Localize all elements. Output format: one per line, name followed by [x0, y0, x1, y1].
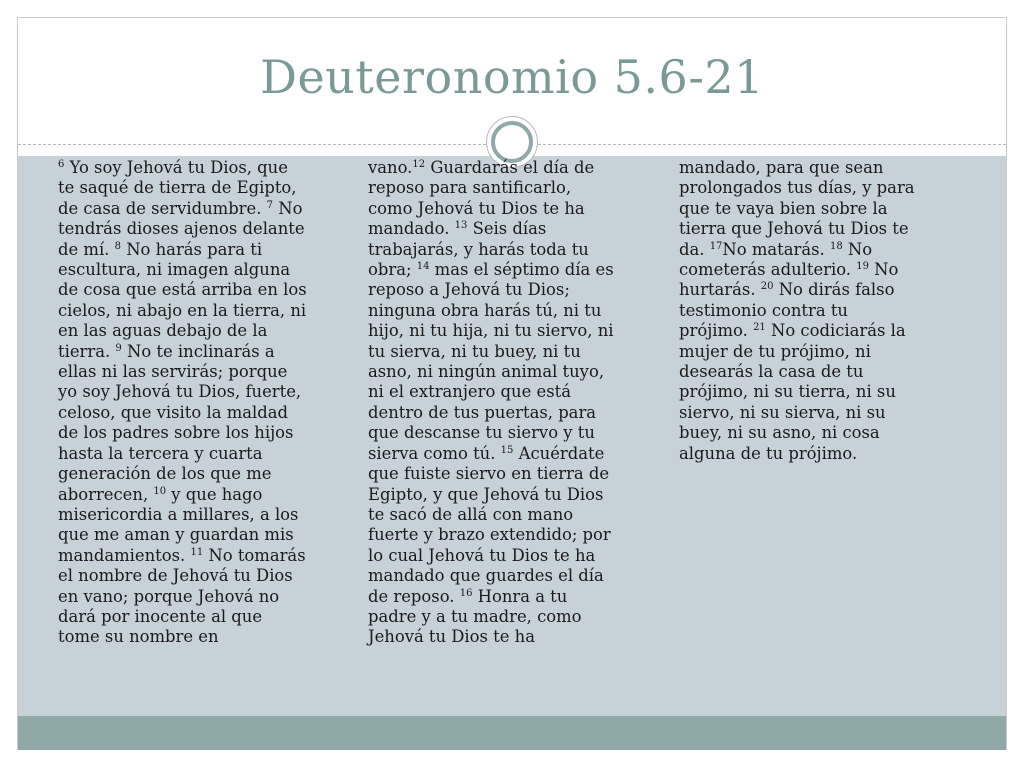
verse-text: te sacó de allá con mano	[368, 504, 574, 524]
verse-text: lo cual Jehová tu Dios te ha	[368, 545, 596, 565]
verse-number: 20	[760, 281, 774, 293]
verse-text: buey, ni su asno, ni cosa	[679, 423, 880, 443]
verse-line	[58, 566, 344, 586]
verse-line	[368, 321, 654, 341]
verse-text: te saqué de tierra de Egipto,	[58, 178, 297, 198]
verse-text: obra;	[368, 260, 417, 280]
verse-text: No tomarás	[203, 545, 306, 565]
verse-text: No te inclinarás a	[121, 341, 275, 361]
text-column-2	[368, 158, 654, 648]
verse-text: de casa de servidumbre.	[58, 198, 267, 218]
verse-line	[58, 423, 344, 443]
verse-line	[58, 444, 344, 464]
verse-line	[58, 587, 344, 607]
verse-text: como Jehová tu Dios te ha	[368, 198, 585, 218]
verse-number: 12	[412, 159, 426, 170]
verse-text: tierra.	[58, 341, 116, 361]
verse-text: No	[842, 239, 873, 259]
verse-line	[58, 260, 344, 280]
verse-line	[58, 342, 344, 362]
verse-text: reposo para santificarlo,	[368, 178, 572, 198]
verse-text: Honra a tu	[472, 586, 568, 606]
verse-text: de cosa que está arriba en los	[58, 280, 307, 300]
verse-text: tendrás dioses ajenos delante	[58, 219, 305, 239]
verse-line	[58, 607, 344, 627]
verse-line	[58, 525, 344, 545]
verse-number: 13	[454, 220, 468, 232]
verse-text: mandamientos.	[58, 545, 191, 565]
verse-text: aborrecen,	[58, 484, 154, 504]
verse-text: reposo a Jehová tu Dios;	[368, 280, 570, 300]
verse-line	[679, 321, 965, 341]
verse-text: cometerás adulterio.	[679, 260, 857, 280]
verse-number: 19	[856, 261, 869, 273]
verse-text: vano.	[368, 158, 413, 177]
verse-number: 10	[153, 485, 167, 497]
verse-line	[58, 403, 344, 423]
verse-line	[368, 627, 654, 647]
verse-number: 14	[416, 261, 430, 273]
verse-line	[58, 382, 344, 402]
verse-text: padre y a tu madre, como	[368, 606, 582, 626]
verse-text: No matarás.	[722, 239, 830, 259]
verse-line	[368, 199, 654, 219]
verse-line	[58, 301, 344, 321]
verse-text: tome su nombre en	[58, 627, 219, 647]
verse-text: mas el séptimo día es	[429, 260, 614, 280]
verse-line	[368, 464, 654, 484]
verse-text: ni el extranjero que está	[368, 382, 571, 402]
verse-number: 7	[266, 199, 274, 211]
verse-text: Egipto, y que Jehová tu Dios	[368, 484, 604, 504]
verse-line	[679, 178, 965, 198]
verse-text: hasta la tercera y cuarta	[58, 443, 263, 463]
verse-line	[679, 444, 965, 464]
verse-text: dará por inocente al que	[58, 606, 263, 626]
verse-text: de los padres sobre los hijos	[58, 423, 294, 443]
verse-line	[58, 219, 344, 239]
verse-text: Seis días	[467, 219, 547, 239]
verse-line	[58, 199, 344, 219]
verse-line	[58, 505, 344, 525]
verse-number: 16	[459, 587, 473, 599]
verse-text: alguna de tu prójimo.	[679, 443, 858, 463]
verse-text: escultura, ni imagen alguna	[58, 260, 291, 280]
verse-line	[368, 260, 654, 280]
verse-text: prolongados tus días, y para	[679, 178, 915, 198]
verse-line	[368, 240, 654, 260]
verse-line	[368, 423, 654, 443]
verse-text: tu sierva, ni tu buey, ni tu	[368, 341, 581, 361]
verse-line	[58, 546, 344, 566]
verse-text: en vano; porque Jehová no	[58, 586, 280, 606]
verse-line	[58, 627, 344, 647]
verse-line	[58, 464, 344, 484]
verse-line	[679, 342, 965, 362]
verse-text: misericordia a millares, a los	[58, 504, 299, 524]
verse-text: fuerte y brazo extendido; por	[368, 525, 611, 545]
verse-text: Acuérdate	[513, 443, 605, 463]
verse-text: yo soy Jehová tu Dios, fuerte,	[58, 382, 302, 402]
verse-text: Guardarás el día de	[425, 158, 595, 177]
verse-text: Jehová tu Dios te ha	[368, 627, 535, 647]
text-column-1	[58, 158, 344, 648]
slide-title: Deuteronomio 5.6-21	[260, 50, 764, 104]
verse-text: No	[273, 198, 303, 218]
verse-text: mandado que guardes el día	[368, 566, 604, 586]
verse-text: celoso, que visito la maldad	[58, 402, 289, 422]
verse-line	[368, 158, 654, 178]
verse-line	[368, 485, 654, 505]
verse-text: mujer de tu prójimo, ni	[679, 341, 871, 361]
verse-text: prójimo, ni su tierra, ni su	[679, 382, 896, 402]
verse-line	[679, 280, 965, 300]
verse-text: que fuiste siervo en tierra de	[368, 464, 610, 484]
verse-text: No codiciarás la	[765, 321, 906, 341]
verse-text: No dirás falso	[773, 280, 895, 300]
verse-line	[368, 219, 654, 239]
verse-line	[679, 362, 965, 382]
verse-text: hurtarás.	[679, 280, 761, 300]
verse-line	[58, 321, 344, 341]
verse-number: 6	[58, 159, 65, 170]
verse-number: 21	[753, 322, 766, 334]
verse-line	[368, 444, 654, 464]
verse-line	[679, 382, 965, 402]
verse-text: dentro de tus puertas, para	[368, 402, 597, 422]
verse-text: de mí.	[58, 239, 115, 259]
verse-text: en las aguas debajo de la	[58, 321, 268, 341]
verse-line	[368, 587, 654, 607]
verse-line	[679, 260, 965, 280]
verse-text: de reposo.	[368, 586, 460, 606]
verse-text: desearás la casa de tu	[679, 362, 864, 382]
verse-text: que me aman y guardan mis	[58, 525, 294, 545]
verse-line	[58, 240, 344, 260]
verse-line	[368, 362, 654, 382]
verse-line	[368, 342, 654, 362]
verse-text: da.	[679, 239, 710, 259]
verse-line	[368, 566, 654, 586]
verse-text: sierva como tú.	[368, 443, 501, 463]
verse-line	[679, 158, 965, 178]
verse-line	[368, 280, 654, 300]
verse-text: testimonio contra tu	[679, 300, 848, 320]
verse-number: 15	[500, 444, 514, 456]
verse-text: No harás para ti	[120, 239, 263, 259]
verse-line	[368, 546, 654, 566]
circle-ring-inner	[491, 121, 533, 163]
verse-text: mandado.	[368, 219, 455, 239]
verse-line	[58, 178, 344, 198]
footer-band	[18, 716, 1006, 750]
verse-line	[58, 485, 344, 505]
verse-text: que descanse tu siervo y tu	[368, 423, 595, 443]
verse-number: 18	[829, 240, 843, 252]
verse-text: No	[868, 260, 899, 280]
verse-text: que te vaya bien sobre la	[679, 198, 888, 218]
verse-line	[679, 219, 965, 239]
verse-line	[368, 525, 654, 545]
verse-line	[58, 158, 344, 178]
verse-number: 11	[190, 546, 204, 558]
verse-text: prójimo.	[679, 321, 754, 341]
verse-line	[368, 382, 654, 402]
verse-text: ellas ni las servirás; porque	[58, 362, 288, 382]
verse-text: siervo, ni su sierva, ni su	[679, 402, 886, 422]
text-column-3	[679, 158, 965, 464]
verse-line	[368, 301, 654, 321]
verse-line	[679, 199, 965, 219]
verse-line	[679, 403, 965, 423]
verse-text: generación de los que me	[58, 464, 272, 484]
verse-text: tierra que Jehová tu Dios te	[679, 219, 909, 239]
verse-line	[679, 301, 965, 321]
verse-number: 17	[709, 240, 723, 252]
verse-text: Yo soy Jehová tu Dios, que	[64, 158, 288, 177]
verse-line	[368, 607, 654, 627]
verse-text: mandado, para que sean	[679, 158, 884, 177]
verse-text: asno, ni ningún animal tuyo,	[368, 362, 605, 382]
verse-text: trabajarás, y harás toda tu	[368, 239, 589, 259]
verse-text: ninguna obra harás tú, ni tu	[368, 300, 602, 320]
verse-line	[679, 240, 965, 260]
verse-line	[58, 362, 344, 382]
verse-line	[368, 505, 654, 525]
verse-line	[679, 423, 965, 443]
verse-text: y que hago	[166, 484, 263, 504]
verse-line	[58, 280, 344, 300]
verse-line	[368, 178, 654, 198]
verse-text: cielos, ni abajo en la tierra, ni	[58, 300, 307, 320]
verse-number: 8	[114, 240, 121, 252]
verse-line	[368, 403, 654, 423]
verse-number: 9	[115, 342, 122, 354]
verse-text: hijo, ni tu hija, ni tu siervo, ni	[368, 321, 614, 341]
verse-text: el nombre de Jehová tu Dios	[58, 566, 293, 586]
